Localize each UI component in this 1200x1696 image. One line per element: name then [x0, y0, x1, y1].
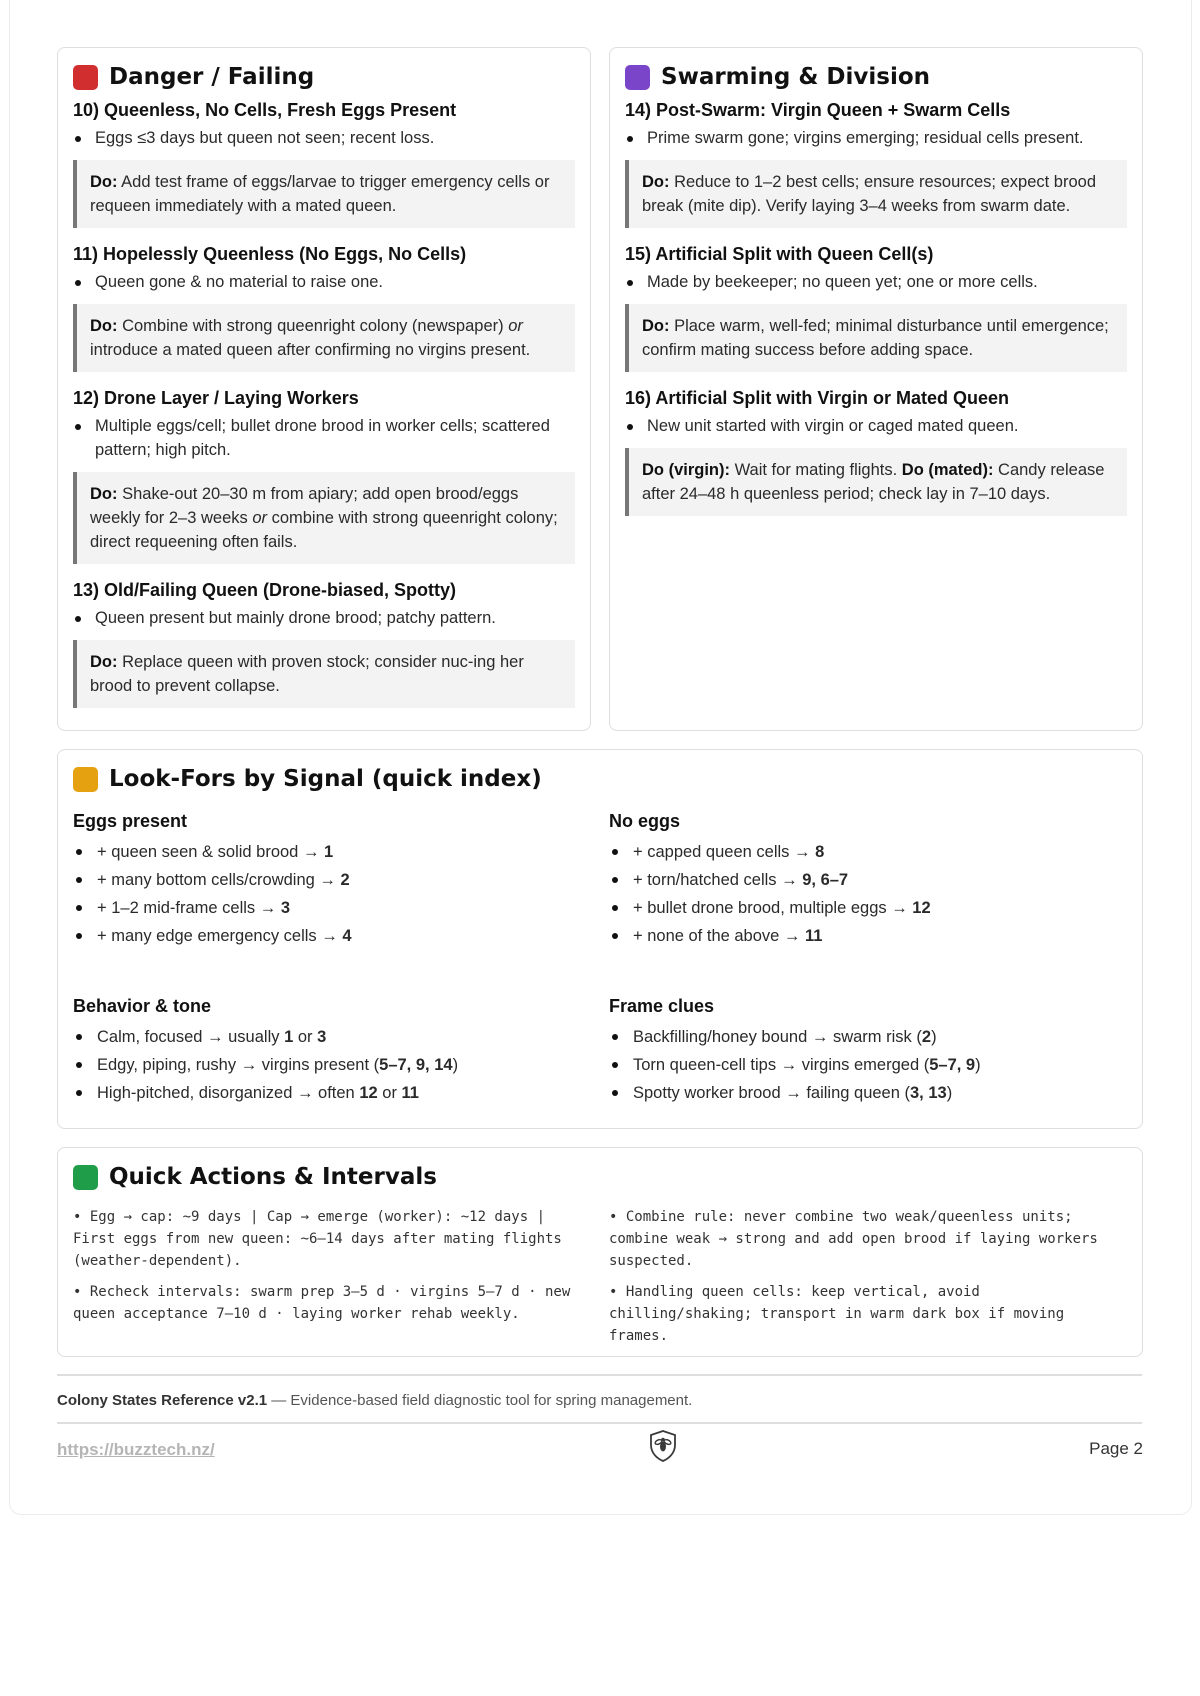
list-item: Spotty worker brood → failing queen (3, 13)	[609, 1079, 1129, 1107]
footer-divider-bottom	[57, 1422, 1142, 1424]
green-square-icon	[73, 1165, 98, 1190]
item-heading: 13) Old/Failing Queen (Drone-biased, Spotty)	[73, 580, 457, 600]
state-item-16	[625, 386, 1127, 516]
state-item-12	[73, 386, 575, 564]
page-number: Page 2	[1089, 1439, 1143, 1458]
quick-actions-panel	[57, 1147, 1143, 1357]
item-bullet: Multiple eggs/cell; bullet drone brood in worker cells; scattered pattern; high pitch.	[73, 414, 575, 462]
quick-note: • Handling queen cells: keep vertical, avoid chilling/shaking; transport in warm dark box if moving frames.	[609, 1284, 1065, 1344]
frame-clues-group	[609, 993, 1129, 1107]
list-item: + many edge emergency cells → 4	[73, 922, 573, 950]
purple-square-icon	[625, 65, 650, 90]
quick-note: • Egg → cap: ~9 days | Cap → emerge (worker): ~12 days | First eggs from new queen: ~6–14 days after mating flights (weather-dependent).	[73, 1209, 562, 1269]
list-item: + bullet drone brood, multiple eggs → 12	[609, 894, 1109, 922]
quick-right-column	[609, 1206, 1124, 1347]
do-box: Do (virgin): Wait for mating flights. Do (mated): Candy release after 24–48 h queenless period; check lay in 7–10 days.	[625, 448, 1127, 516]
lookfors-title: Look-Fors by Signal (quick index)	[73, 764, 1127, 794]
do-box: Do: Reduce to 1–2 best cells; ensure resources; expect brood break (mite dip). Verify laying 3–4 weeks from swarm date.	[625, 160, 1127, 228]
eggs-present-group	[73, 808, 573, 950]
item-heading: 12) Drone Layer / Laying Workers	[73, 388, 359, 408]
list-item: Backfilling/honey bound → swarm risk (2)	[609, 1023, 1129, 1051]
state-item-15	[625, 242, 1127, 372]
list-item: + many bottom cells/crowding → 2	[73, 866, 573, 894]
do-box: Do: Add test frame of eggs/larvae to trigger emergency cells or requeen immediately with a mated queen.	[73, 160, 575, 228]
list-item: + queen seen & solid brood → 1	[73, 838, 573, 866]
danger-title: Danger / Failing	[73, 62, 575, 92]
do-box: Do: Replace queen with proven stock; consider nuc-ing her brood to prevent collapse.	[73, 640, 575, 708]
list-item: Torn queen-cell tips → virgins emerged (5–7, 9)	[609, 1051, 1129, 1079]
item-bullet: Queen present but mainly drone brood; patchy pattern.	[73, 606, 575, 630]
red-square-icon	[73, 65, 98, 90]
state-item-14	[625, 98, 1127, 228]
group-heading: Frame clues	[609, 996, 715, 1016]
swarm-panel	[609, 47, 1143, 731]
list-item: + torn/hatched cells → 9, 6–7	[609, 866, 1109, 894]
quick-left-column	[73, 1206, 588, 1325]
lookfors-panel	[57, 749, 1143, 1129]
footer-url-link[interactable]: https://buzztech.nz/	[57, 1440, 215, 1459]
item-bullet: New unit started with virgin or caged mated queen.	[625, 414, 1127, 438]
state-item-10	[73, 98, 575, 228]
footer-note: Colony States Reference v2.1 — Evidence-based field diagnostic tool for spring management.	[57, 1392, 693, 1409]
list-item: + 1–2 mid-frame cells → 3	[73, 894, 573, 922]
list-item: + none of the above → 11	[609, 922, 1109, 950]
state-item-13	[73, 578, 575, 708]
list-item: Calm, focused → usually 1 or 3	[73, 1023, 593, 1051]
swarm-title: Swarming & Division	[625, 62, 1127, 92]
quick-note: • Combine rule: never combine two weak/queenless units; combine weak → strong and add open brood if laying workers suspected.	[609, 1209, 1098, 1269]
group-heading: No eggs	[609, 811, 681, 831]
footer-divider-top	[57, 1374, 1142, 1376]
behavior-group	[73, 993, 593, 1107]
item-bullet: Eggs ≤3 days but queen not seen; recent loss.	[73, 126, 575, 150]
group-heading: Eggs present	[73, 811, 188, 831]
quick-actions-title: Quick Actions & Intervals	[73, 1162, 1127, 1192]
item-bullet: Made by beekeeper; no queen yet; one or more cells.	[625, 270, 1127, 294]
item-heading: 10) Queenless, No Cells, Fresh Eggs Present	[73, 100, 457, 120]
list-item: + capped queen cells → 8	[609, 838, 1109, 866]
quick-note: • Recheck intervals: swarm prep 3–5 d · virgins 5–7 d · new queen acceptance 7–10 d · laying worker rehab weekly.	[73, 1284, 571, 1322]
no-eggs-group	[609, 808, 1109, 950]
danger-panel	[57, 47, 591, 731]
item-heading: 15) Artificial Split with Queen Cell(s)	[625, 244, 934, 264]
item-heading: 11) Hopelessly Queenless (No Eggs, No Cells)	[73, 244, 467, 264]
do-box: Do: Shake-out 20–30 m from apiary; add open brood/eggs weekly for 2–3 weeks or combine with strong queenright colony; direct requeening often fails.	[73, 472, 575, 564]
item-bullet: Queen gone & no material to raise one.	[73, 270, 575, 294]
orange-square-icon	[73, 767, 98, 792]
item-bullet: Prime swarm gone; virgins emerging; residual cells present.	[625, 126, 1127, 150]
do-box: Do: Combine with strong queenright colony (newspaper) or introduce a mated queen after confirming no virgins present.	[73, 304, 575, 372]
item-heading: 16) Artificial Split with Virgin or Mated Queen	[625, 388, 1010, 408]
group-heading: Behavior & tone	[73, 996, 212, 1016]
item-heading: 14) Post-Swarm: Virgin Queen + Swarm Cells	[625, 100, 1011, 120]
do-box: Do: Place warm, well-fed; minimal disturbance until emergence; confirm mating success before adding space.	[625, 304, 1127, 372]
list-item: High-pitched, disorganized → often 12 or 11	[73, 1079, 593, 1107]
bee-shield-icon	[648, 1429, 678, 1463]
list-item: Edgy, piping, rushy → virgins present (5–7, 9, 14)	[73, 1051, 593, 1079]
state-item-11	[73, 242, 575, 372]
